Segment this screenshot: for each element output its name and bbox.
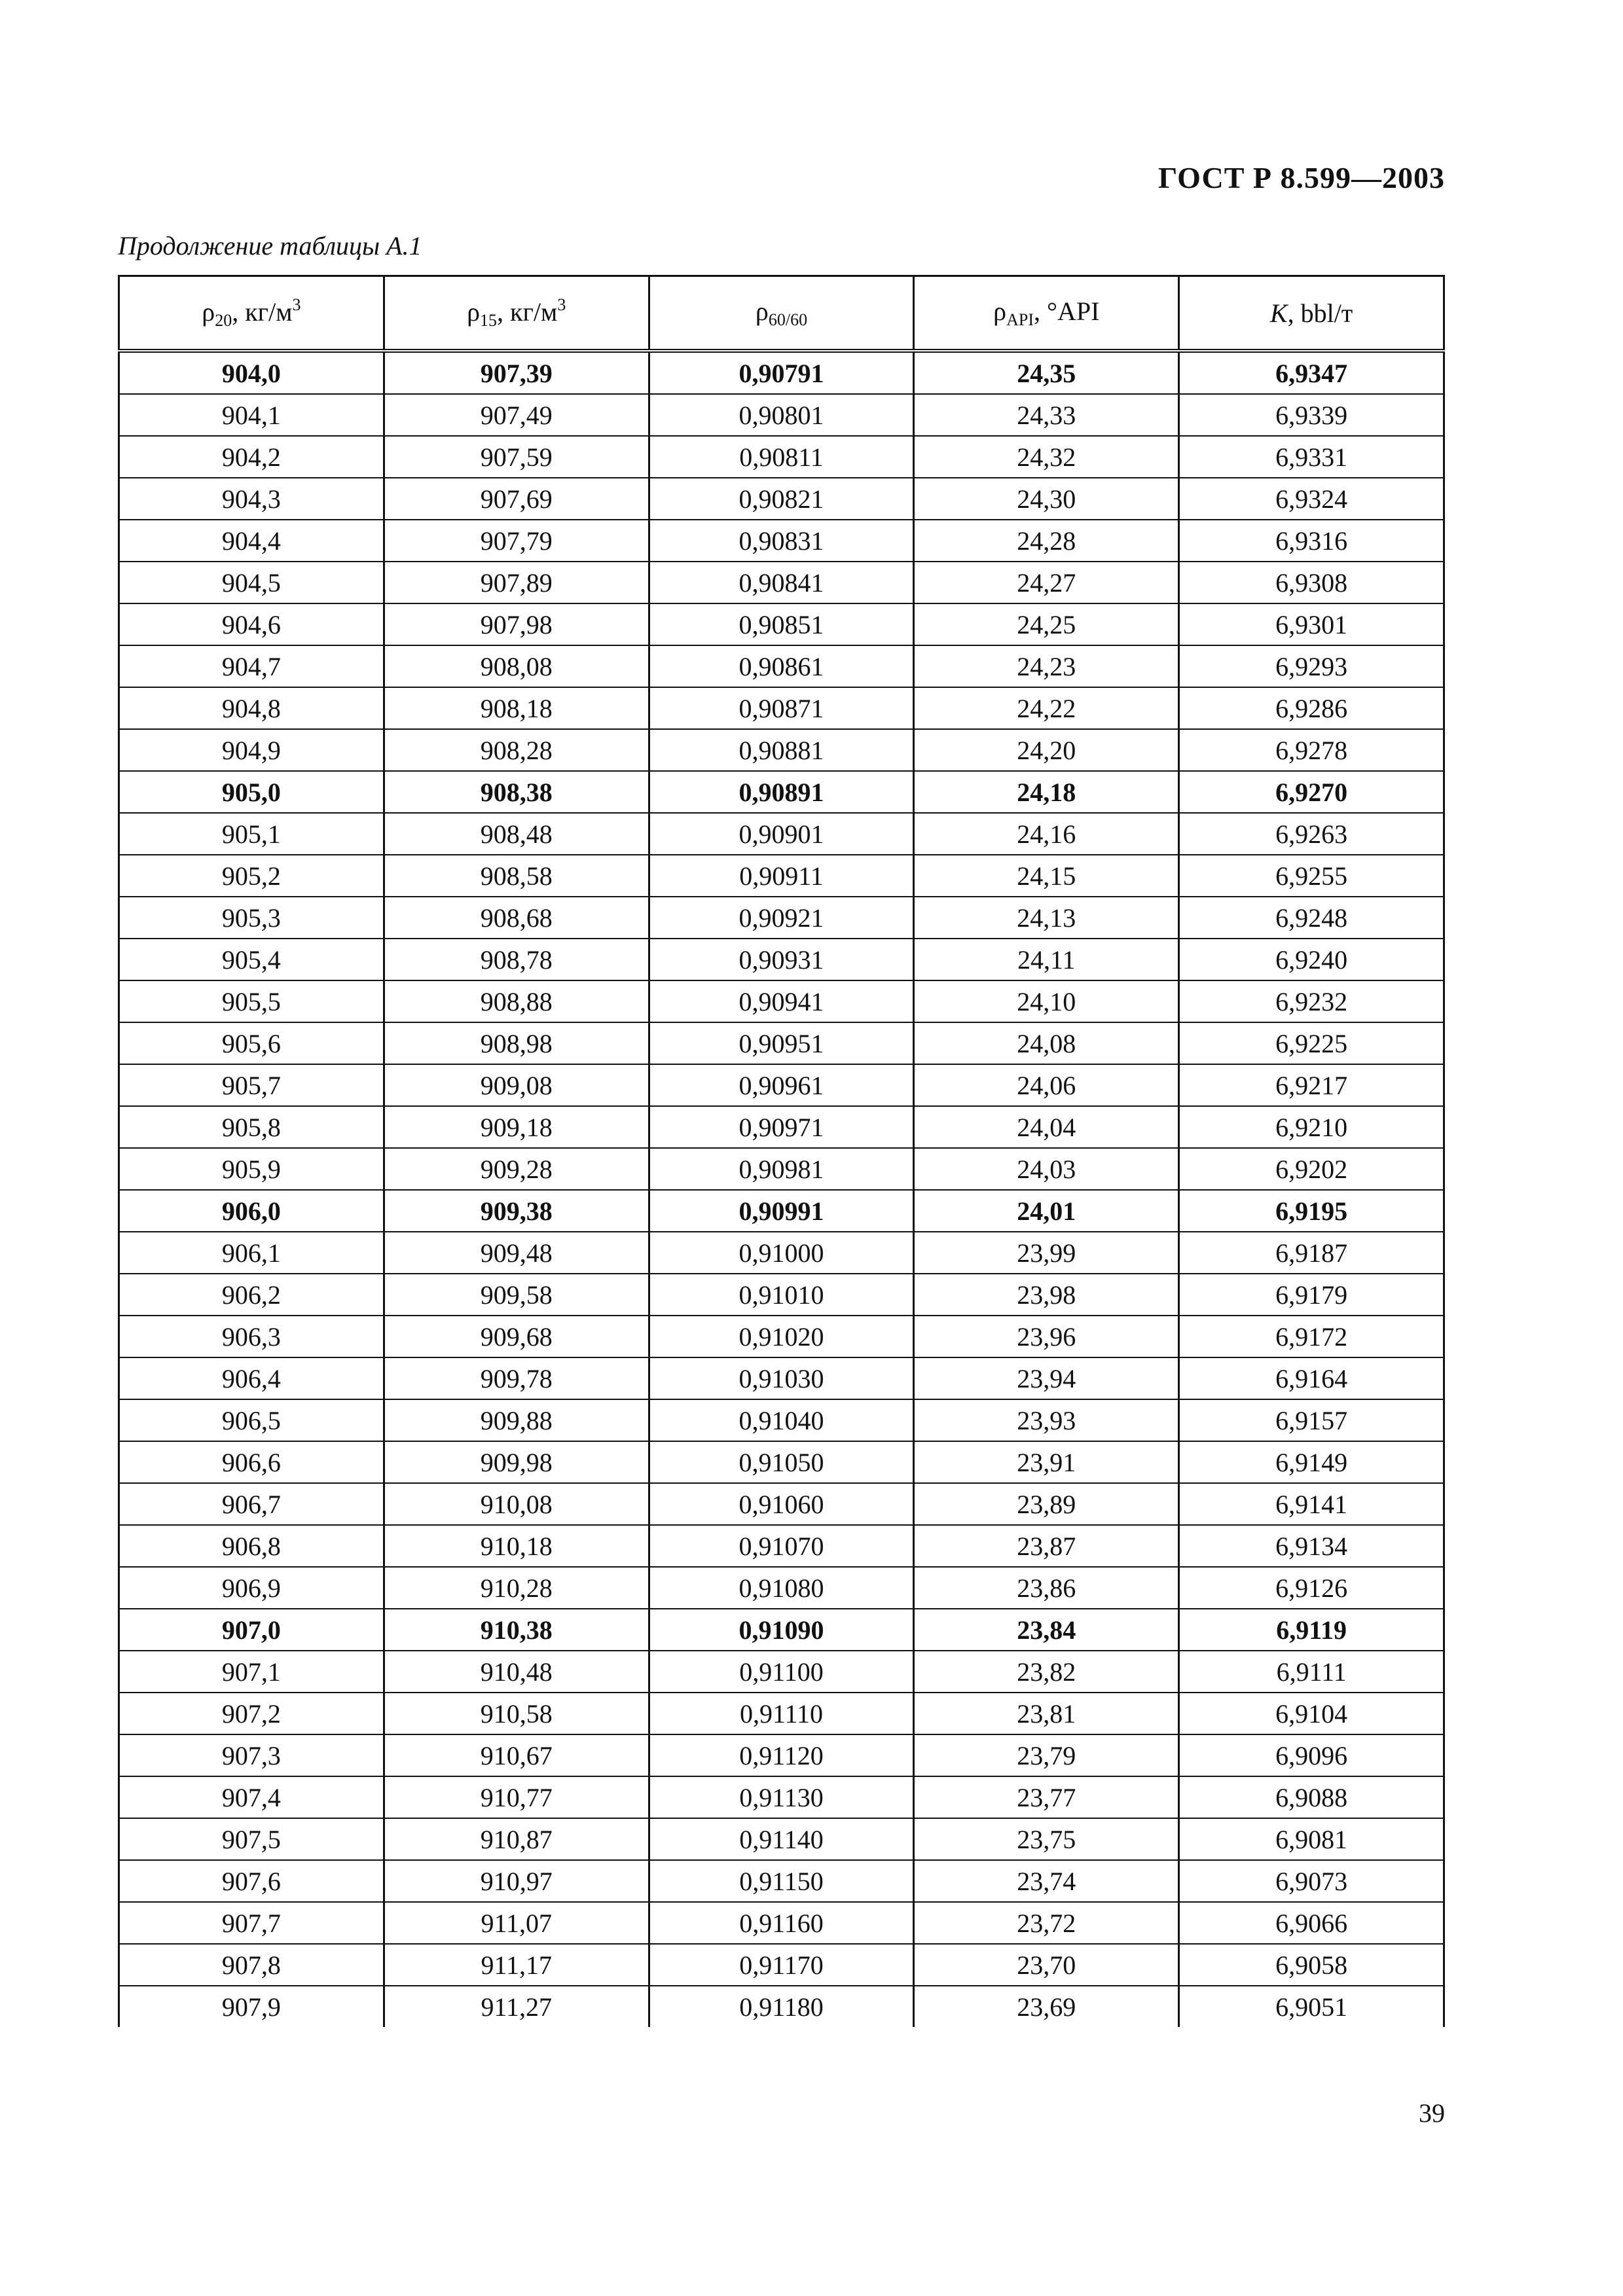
table-cell: 23,99 [914,1232,1179,1274]
table-cell: 905,2 [119,855,384,897]
table-cell: 904,8 [119,687,384,729]
table-cell: 6,9232 [1179,980,1444,1022]
column-header [1179,276,1444,351]
table-row [119,1860,1444,1902]
table-row [119,897,1444,939]
column-header [119,276,384,351]
table-cell: 23,93 [914,1399,1179,1441]
table-cell: 906,2 [119,1274,384,1316]
table-cell: 906,1 [119,1232,384,1274]
page-number: 39 [1419,2098,1445,2128]
column-symbol: K [1269,298,1288,328]
table-cell: 905,3 [119,897,384,939]
table-cell: 6,9339 [1179,394,1444,436]
table-cell: 0,91180 [649,1986,914,2027]
table-row [119,562,1444,603]
table-cell: 0,91000 [649,1232,914,1274]
table-cell: 24,32 [914,436,1179,478]
table-cell: 6,9104 [1179,1693,1444,1734]
table-cell: 908,08 [384,645,649,687]
table-cell: 0,90991 [649,1190,914,1232]
table-cell: 910,67 [384,1734,649,1776]
column-unit: , °API [1034,296,1100,326]
table-cell: 23,81 [914,1693,1179,1734]
table-row [119,1734,1444,1776]
table-cell: 6,9179 [1179,1274,1444,1316]
table-cell: 23,77 [914,1776,1179,1818]
table-row [119,855,1444,897]
table-cell: 0,91030 [649,1357,914,1399]
column-subscript: 60/60 [768,310,808,329]
table-cell: 907,5 [119,1818,384,1860]
table-cell: 6,9119 [1179,1609,1444,1651]
table-cell: 905,9 [119,1148,384,1190]
table-cell: 909,18 [384,1106,649,1148]
table-cell: 910,97 [384,1860,649,1902]
table-cell: 23,70 [914,1944,1179,1986]
table-cell: 907,7 [119,1902,384,1944]
table-cell: 6,9134 [1179,1525,1444,1567]
table-cell: 23,86 [914,1567,1179,1609]
table-cell: 0,91040 [649,1399,914,1441]
table-cell: 908,68 [384,897,649,939]
table-cell: 24,20 [914,729,1179,771]
table-cell: 6,9324 [1179,478,1444,520]
table-cell: 907,39 [384,351,649,394]
table-cell: 0,91100 [649,1651,914,1693]
table-body [119,351,1444,2027]
table-cell: 23,98 [914,1274,1179,1316]
table-cell: 904,7 [119,645,384,687]
table-cell: 0,91060 [649,1483,914,1525]
column-header [384,276,649,351]
table-row [119,939,1444,980]
table-cell: 24,18 [914,771,1179,813]
table-cell: 6,9164 [1179,1357,1444,1399]
table-cell: 23,89 [914,1483,1179,1525]
table-cell: 6,9081 [1179,1818,1444,1860]
table-cell: 23,96 [914,1316,1179,1357]
table-row [119,1190,1444,1232]
table-row [119,980,1444,1022]
table-cell: 906,4 [119,1357,384,1399]
table-cell: 6,9073 [1179,1860,1444,1902]
data-table-container [118,275,1445,2027]
column-symbol: ρ [755,296,769,326]
table-cell: 0,90911 [649,855,914,897]
table-cell: 6,9149 [1179,1441,1444,1483]
table-cell: 905,5 [119,980,384,1022]
table-cell: 907,49 [384,394,649,436]
table-cell: 24,11 [914,939,1179,980]
table-row [119,1651,1444,1693]
table-cell: 0,91160 [649,1902,914,1944]
table-cell: 909,68 [384,1316,649,1357]
table-row [119,394,1444,436]
table-row [119,1567,1444,1609]
table-cell: 0,90831 [649,520,914,562]
table-cell: 908,88 [384,980,649,1022]
table-cell: 0,90921 [649,897,914,939]
table-cell: 907,9 [119,1986,384,2027]
table-cell: 0,90971 [649,1106,914,1148]
table-cell: 907,4 [119,1776,384,1818]
table-cell: 911,27 [384,1986,649,2027]
table-cell: 0,90801 [649,394,914,436]
table-cell: 0,91070 [649,1525,914,1567]
table-row [119,1148,1444,1190]
table-cell: 23,74 [914,1860,1179,1902]
table-cell: 904,6 [119,603,384,645]
table-cell: 907,79 [384,520,649,562]
table-cell: 6,9308 [1179,562,1444,603]
table-cell: 907,2 [119,1693,384,1734]
table-cell: 910,18 [384,1525,649,1567]
table-cell: 0,90871 [649,687,914,729]
table-cell: 909,38 [384,1190,649,1232]
table-cell: 6,9066 [1179,1902,1444,1944]
table-cell: 24,16 [914,813,1179,855]
column-symbol: ρ [993,296,1007,326]
table-cell: 909,98 [384,1441,649,1483]
table-cell: 906,9 [119,1567,384,1609]
table-cell: 0,90791 [649,351,914,394]
table-cell: 6,9270 [1179,771,1444,813]
table-cell: 24,22 [914,687,1179,729]
table-cell: 906,5 [119,1399,384,1441]
table-cell: 0,90821 [649,478,914,520]
table-cell: 6,9225 [1179,1022,1444,1064]
table-row [119,1106,1444,1148]
table-cell: 23,94 [914,1357,1179,1399]
table-cell: 6,9202 [1179,1148,1444,1190]
table-cell: 24,27 [914,562,1179,603]
table-cell: 907,1 [119,1651,384,1693]
table-row [119,1357,1444,1399]
table-cell: 910,28 [384,1567,649,1609]
table-cell: 910,87 [384,1818,649,1860]
table-cell: 904,3 [119,478,384,520]
table-row [119,1693,1444,1734]
table-cell: 906,0 [119,1190,384,1232]
table-cell: 6,9316 [1179,520,1444,562]
table-cell: 0,90841 [649,562,914,603]
table-cell: 911,17 [384,1944,649,1986]
table-cell: 910,77 [384,1776,649,1818]
table-cell: 906,8 [119,1525,384,1567]
table-cell: 6,9195 [1179,1190,1444,1232]
table-cell: 906,3 [119,1316,384,1357]
table-row [119,1022,1444,1064]
table-cell: 907,3 [119,1734,384,1776]
table-cell: 23,91 [914,1441,1179,1483]
table-cell: 23,84 [914,1609,1179,1651]
table-cell: 6,9088 [1179,1776,1444,1818]
table-row [119,520,1444,562]
table-cell: 6,9331 [1179,436,1444,478]
table-row [119,1986,1444,2027]
table-cell: 904,5 [119,562,384,603]
table-row [119,687,1444,729]
table-cell: 907,69 [384,478,649,520]
column-subscript: 20 [215,311,232,330]
table-cell: 0,91010 [649,1274,914,1316]
table-row [119,1609,1444,1651]
table-cell: 0,90941 [649,980,914,1022]
table-row [119,1316,1444,1357]
table-row [119,1274,1444,1316]
column-unit: , bbl/т [1287,298,1353,328]
table-row [119,1232,1444,1274]
table-cell: 0,90881 [649,729,914,771]
table-row [119,351,1444,394]
column-subscript: API [1006,310,1034,329]
table-cell: 911,07 [384,1902,649,1944]
table-cell: 908,38 [384,771,649,813]
table-cell: 0,91150 [649,1860,914,1902]
table-row [119,478,1444,520]
table-cell: 6,9187 [1179,1232,1444,1274]
table-cell: 0,90851 [649,603,914,645]
table-cell: 6,9347 [1179,351,1444,394]
table-cell: 909,08 [384,1064,649,1106]
table-cell: 24,23 [914,645,1179,687]
table-cell: 6,9096 [1179,1734,1444,1776]
column-subscript: 15 [480,311,498,330]
table-cell: 6,9217 [1179,1064,1444,1106]
table-row [119,436,1444,478]
table-cell: 909,28 [384,1148,649,1190]
table-row [119,729,1444,771]
table-cell: 905,8 [119,1106,384,1148]
table-cell: 6,9126 [1179,1567,1444,1609]
column-superscript: 3 [292,295,301,314]
table-cell: 905,4 [119,939,384,980]
table-cell: 6,9248 [1179,897,1444,939]
table-header-row [119,276,1444,351]
column-symbol: ρ [202,297,215,327]
table-cell: 24,03 [914,1148,1179,1190]
table-cell: 909,48 [384,1232,649,1274]
table-cell: 24,25 [914,603,1179,645]
table-cell: 0,90891 [649,771,914,813]
table-row [119,771,1444,813]
table-cell: 0,90901 [649,813,914,855]
table-cell: 904,1 [119,394,384,436]
table-row [119,1483,1444,1525]
table-cell: 908,48 [384,813,649,855]
table-cell: 24,28 [914,520,1179,562]
table-cell: 905,0 [119,771,384,813]
table-cell: 6,9210 [1179,1106,1444,1148]
table-cell: 905,7 [119,1064,384,1106]
table-cell: 24,10 [914,980,1179,1022]
table-cell: 904,4 [119,520,384,562]
table-cell: 24,35 [914,351,1179,394]
table-cell: 0,90961 [649,1064,914,1106]
table-cell: 905,1 [119,813,384,855]
table-cell: 24,06 [914,1064,1179,1106]
table-cell: 0,91120 [649,1734,914,1776]
table-cell: 907,98 [384,603,649,645]
table-cell: 909,58 [384,1274,649,1316]
table-cell: 0,91130 [649,1776,914,1818]
table-row [119,1902,1444,1944]
table-cell: 910,58 [384,1693,649,1734]
table-cell: 23,82 [914,1651,1179,1693]
table-cell: 0,90981 [649,1148,914,1190]
table-cell: 6,9051 [1179,1986,1444,2027]
table-cell: 908,58 [384,855,649,897]
table-cell: 909,78 [384,1357,649,1399]
table-cell: 907,59 [384,436,649,478]
table-row [119,813,1444,855]
table-cell: 908,98 [384,1022,649,1064]
table-cell: 0,91110 [649,1693,914,1734]
table-cell: 23,79 [914,1734,1179,1776]
table-cell: 23,69 [914,1986,1179,2027]
table-cell: 24,08 [914,1022,1179,1064]
table-cell: 907,0 [119,1609,384,1651]
table-cell: 905,6 [119,1022,384,1064]
table-cell: 0,91170 [649,1944,914,1986]
table-caption: Продолжение таблицы А.1 [118,231,422,260]
table-cell: 904,2 [119,436,384,478]
table-cell: 24,30 [914,478,1179,520]
table-cell: 24,01 [914,1190,1179,1232]
table-cell: 24,15 [914,855,1179,897]
table-row [119,603,1444,645]
table-cell: 0,91090 [649,1609,914,1651]
table-cell: 906,7 [119,1483,384,1525]
table-cell: 24,33 [914,394,1179,436]
table-cell: 24,13 [914,897,1179,939]
table-cell: 6,9286 [1179,687,1444,729]
table-cell: 904,0 [119,351,384,394]
table-cell: 6,9141 [1179,1483,1444,1525]
density-table [118,275,1445,2027]
table-cell: 906,6 [119,1441,384,1483]
table-cell: 909,88 [384,1399,649,1441]
table-cell: 6,9301 [1179,603,1444,645]
column-unit: , кг/м [232,297,293,327]
document-code: ГОСТ Р 8.599—2003 [1158,161,1445,194]
table-cell: 910,48 [384,1651,649,1693]
table-cell: 0,90861 [649,645,914,687]
table-cell: 908,78 [384,939,649,980]
table-cell: 908,18 [384,687,649,729]
table-cell: 6,9240 [1179,939,1444,980]
table-cell: 6,9172 [1179,1316,1444,1357]
table-cell: 0,90951 [649,1022,914,1064]
table-cell: 23,75 [914,1818,1179,1860]
table-cell: 907,89 [384,562,649,603]
table-row [119,645,1444,687]
table-row [119,1818,1444,1860]
table-cell: 910,38 [384,1609,649,1651]
table-cell: 907,6 [119,1860,384,1902]
table-cell: 0,90931 [649,939,914,980]
table-cell: 24,04 [914,1106,1179,1148]
column-unit: , кг/м [497,297,558,327]
table-cell: 6,9263 [1179,813,1444,855]
table-cell: 0,91140 [649,1818,914,1860]
table-row [119,1525,1444,1567]
table-cell: 6,9278 [1179,729,1444,771]
table-cell: 0,91020 [649,1316,914,1357]
column-symbol: ρ [467,297,481,327]
table-cell: 6,9255 [1179,855,1444,897]
table-cell: 23,72 [914,1902,1179,1944]
table-row [119,1944,1444,1986]
column-header [649,276,914,351]
table-row [119,1064,1444,1106]
table-cell: 6,9157 [1179,1399,1444,1441]
table-cell: 910,08 [384,1483,649,1525]
table-cell: 6,9293 [1179,645,1444,687]
table-cell: 907,8 [119,1944,384,1986]
table-cell: 23,87 [914,1525,1179,1567]
table-cell: 904,9 [119,729,384,771]
table-cell: 0,91050 [649,1441,914,1483]
table-cell: 6,9111 [1179,1651,1444,1693]
table-row [119,1441,1444,1483]
table-cell: 0,91080 [649,1567,914,1609]
column-header [914,276,1179,351]
table-cell: 908,28 [384,729,649,771]
table-cell: 0,90811 [649,436,914,478]
table-cell: 6,9058 [1179,1944,1444,1986]
column-superscript: 3 [557,295,566,314]
table-row [119,1399,1444,1441]
table-row [119,1776,1444,1818]
